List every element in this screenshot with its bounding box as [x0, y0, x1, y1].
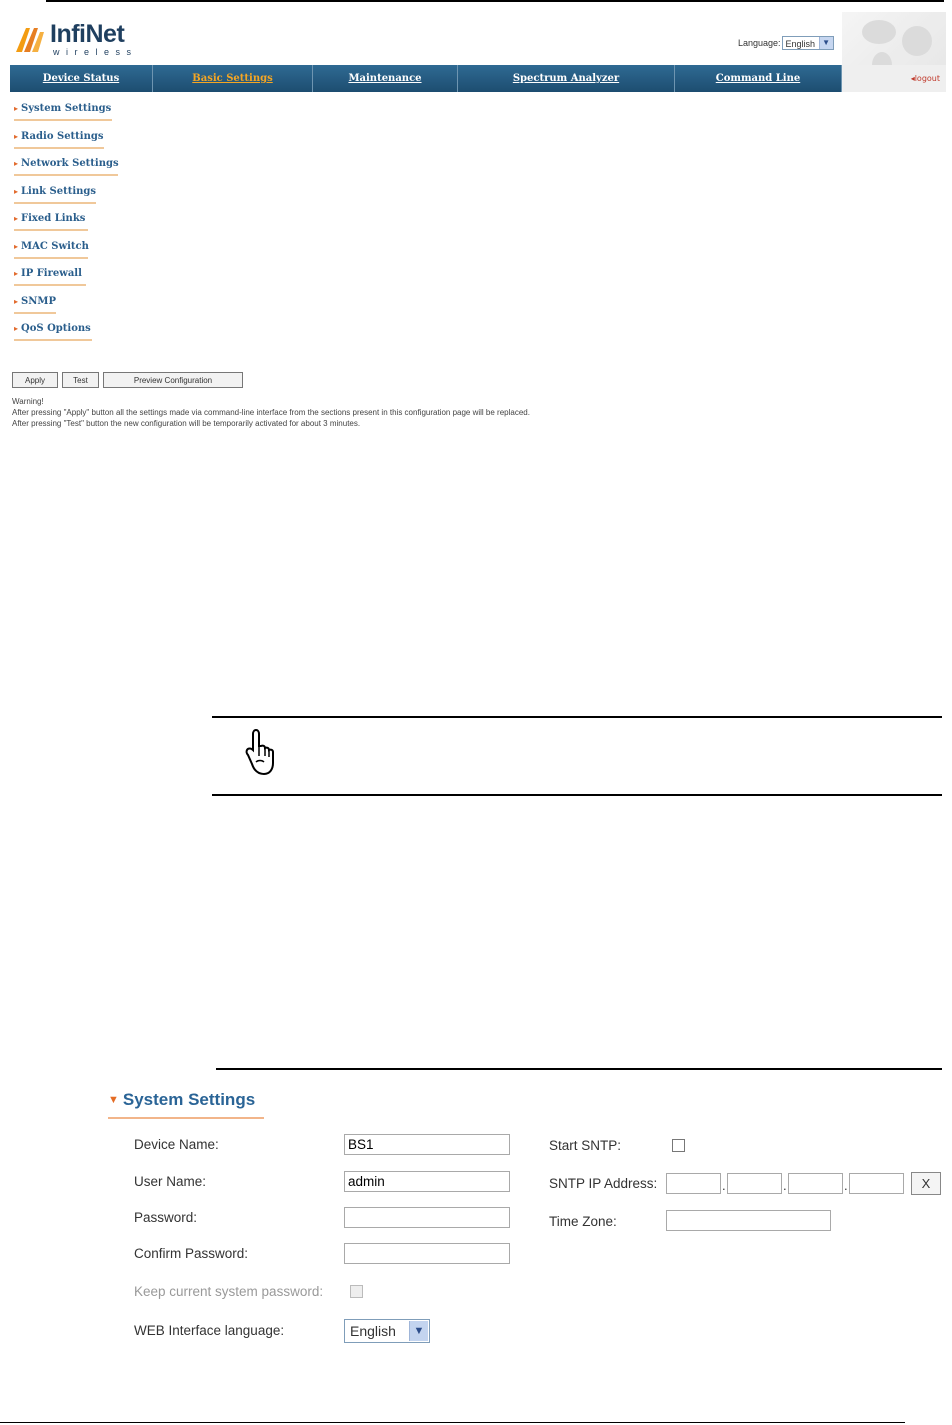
- sidebar-underline: [14, 229, 88, 231]
- sidebar-item-ip-firewall[interactable]: [14, 263, 144, 291]
- confirm-password-input[interactable]: [344, 1243, 510, 1264]
- ip-dot: .: [783, 1178, 787, 1193]
- sidebar-item-network-settings[interactable]: [14, 153, 144, 181]
- sidebar-item-snmp[interactable]: [14, 291, 144, 319]
- nav-device-status[interactable]: Device Status: [10, 65, 153, 92]
- page-bottom-rule: [0, 1422, 905, 1423]
- password-input[interactable]: [344, 1207, 510, 1228]
- sidebar-item-system-settings[interactable]: [14, 98, 144, 126]
- system-settings-screenshot: [108, 1084, 948, 1384]
- device-name-input[interactable]: BS1: [344, 1134, 510, 1155]
- infinet-logo: [14, 18, 154, 62]
- user-name-input[interactable]: admin: [344, 1171, 510, 1192]
- web-language-value: English: [350, 1323, 396, 1339]
- logo-subtitle: wireless: [53, 47, 138, 57]
- test-button[interactable]: Test: [62, 372, 99, 388]
- chevron-down-icon: ▼: [819, 37, 833, 49]
- page-top-rule: [46, 0, 944, 2]
- start-sntp-label: Start SNTP:: [549, 1138, 622, 1153]
- sidebar-item-radio-settings[interactable]: [14, 126, 144, 154]
- sidebar-item-label: QoS Options: [21, 323, 91, 334]
- sidebar-underline: [14, 119, 112, 121]
- time-zone-label: Time Zone:: [549, 1214, 617, 1229]
- note-box: [212, 716, 942, 796]
- arrow-right-icon: ▸: [14, 240, 19, 251]
- logout-link[interactable]: ◂logout: [842, 65, 946, 92]
- sidebar-underline: [14, 339, 92, 341]
- sntp-ip-octet-2[interactable]: [727, 1173, 782, 1194]
- settings-sidebar: [14, 98, 144, 346]
- user-name-label: User Name:: [134, 1174, 207, 1189]
- password-label: Password:: [134, 1210, 198, 1225]
- logo-mark-icon: [14, 22, 48, 56]
- chevron-down-icon: ▼: [409, 1321, 428, 1341]
- web-language-select[interactable]: [344, 1319, 430, 1343]
- warning-apply-text: After pressing "Apply" button all the settings made via command-line interface from the sections present in this configuration page will be replaced.: [12, 408, 530, 417]
- preview-configuration-button[interactable]: Preview Configuration: [103, 372, 243, 388]
- arrow-right-icon: ▸: [14, 295, 19, 306]
- sidebar-item-label: Radio Settings: [21, 130, 104, 142]
- nav-maintenance[interactable]: Maintenance: [313, 65, 458, 92]
- warning-test-text: After pressing "Test" button the new configuration will be temporarily activated for about 3 minutes.: [12, 419, 361, 428]
- nav-basic-settings[interactable]: Basic Settings: [153, 65, 313, 92]
- sidebar-item-label: Network Settings: [21, 158, 119, 169]
- nav-spectrum-analyzer[interactable]: Spectrum Analyzer: [458, 65, 675, 92]
- language-dropdown[interactable]: [782, 36, 834, 50]
- sidebar-item-label: System Settings: [21, 103, 112, 114]
- title-underline: [108, 1117, 264, 1119]
- nav-command-line[interactable]: Command Line: [675, 65, 842, 92]
- sidebar-item-label: Link Settings: [21, 185, 97, 197]
- sidebar-item-link-settings[interactable]: [14, 181, 144, 209]
- keep-password-label: Keep current system password:: [134, 1284, 324, 1299]
- device-name-label: Device Name:: [134, 1137, 219, 1152]
- arrow-right-icon: ▸: [14, 268, 19, 278]
- arrow-right-icon: ▸: [14, 158, 19, 168]
- language-value: English: [785, 39, 816, 49]
- web-language-label: WEB Interface language:: [134, 1323, 285, 1338]
- time-zone-input[interactable]: [666, 1210, 831, 1231]
- triangle-down-icon: ▼: [108, 1094, 119, 1106]
- arrow-right-icon: ▸: [14, 213, 19, 223]
- sntp-ip-label: SNTP IP Address:: [549, 1176, 658, 1191]
- ip-dot: .: [844, 1178, 848, 1193]
- sidebar-item-label: SNMP: [21, 295, 56, 307]
- ip-dot: .: [722, 1178, 726, 1193]
- confirm-password-label: Confirm Password:: [134, 1246, 249, 1261]
- start-sntp-checkbox[interactable]: [672, 1139, 685, 1152]
- system-settings-title: System Settings: [122, 1090, 256, 1109]
- sntp-ip-octet-3[interactable]: [788, 1173, 843, 1194]
- action-buttons: [12, 372, 243, 388]
- language-selector: [738, 36, 834, 50]
- clear-sntp-ip-button[interactable]: X: [911, 1172, 941, 1195]
- system-settings-header[interactable]: [108, 1090, 255, 1110]
- arrow-right-icon: ▸: [14, 103, 19, 113]
- logout-label: logout: [914, 74, 940, 83]
- main-nav: [10, 65, 842, 92]
- keep-password-checkbox[interactable]: [350, 1285, 363, 1298]
- sidebar-item-fixed-links[interactable]: [14, 208, 144, 236]
- logo-wordmark: InfiNet: [50, 20, 125, 48]
- sntp-ip-octet-1[interactable]: [666, 1173, 721, 1194]
- sntp-ip-octet-4[interactable]: [849, 1173, 904, 1194]
- arrow-right-icon: ▸: [14, 130, 19, 141]
- sidebar-underline: [14, 257, 88, 259]
- sidebar-underline: [14, 147, 104, 149]
- arrow-right-icon: ▸: [14, 323, 19, 333]
- warning-title: Warning!: [12, 397, 44, 406]
- sidebar-underline: [14, 312, 56, 314]
- arrow-right-icon: ▸: [14, 185, 19, 196]
- pointing-hand-icon: [242, 728, 276, 778]
- sidebar-item-qos-options[interactable]: [14, 318, 144, 346]
- warning-message: [12, 396, 530, 429]
- sidebar-item-label: MAC Switch: [21, 240, 89, 252]
- sidebar-underline: [14, 174, 118, 176]
- section-rule: [216, 1068, 942, 1070]
- sidebar-item-label: Fixed Links: [21, 213, 86, 224]
- sidebar-item-mac-switch[interactable]: [14, 236, 144, 264]
- sidebar-item-label: IP Firewall: [21, 268, 82, 279]
- sidebar-underline: [14, 202, 96, 204]
- sidebar-underline: [14, 284, 86, 286]
- language-label: Language:: [738, 38, 781, 48]
- apply-button[interactable]: Apply: [12, 372, 58, 388]
- basic-settings-screenshot: [10, 12, 946, 442]
